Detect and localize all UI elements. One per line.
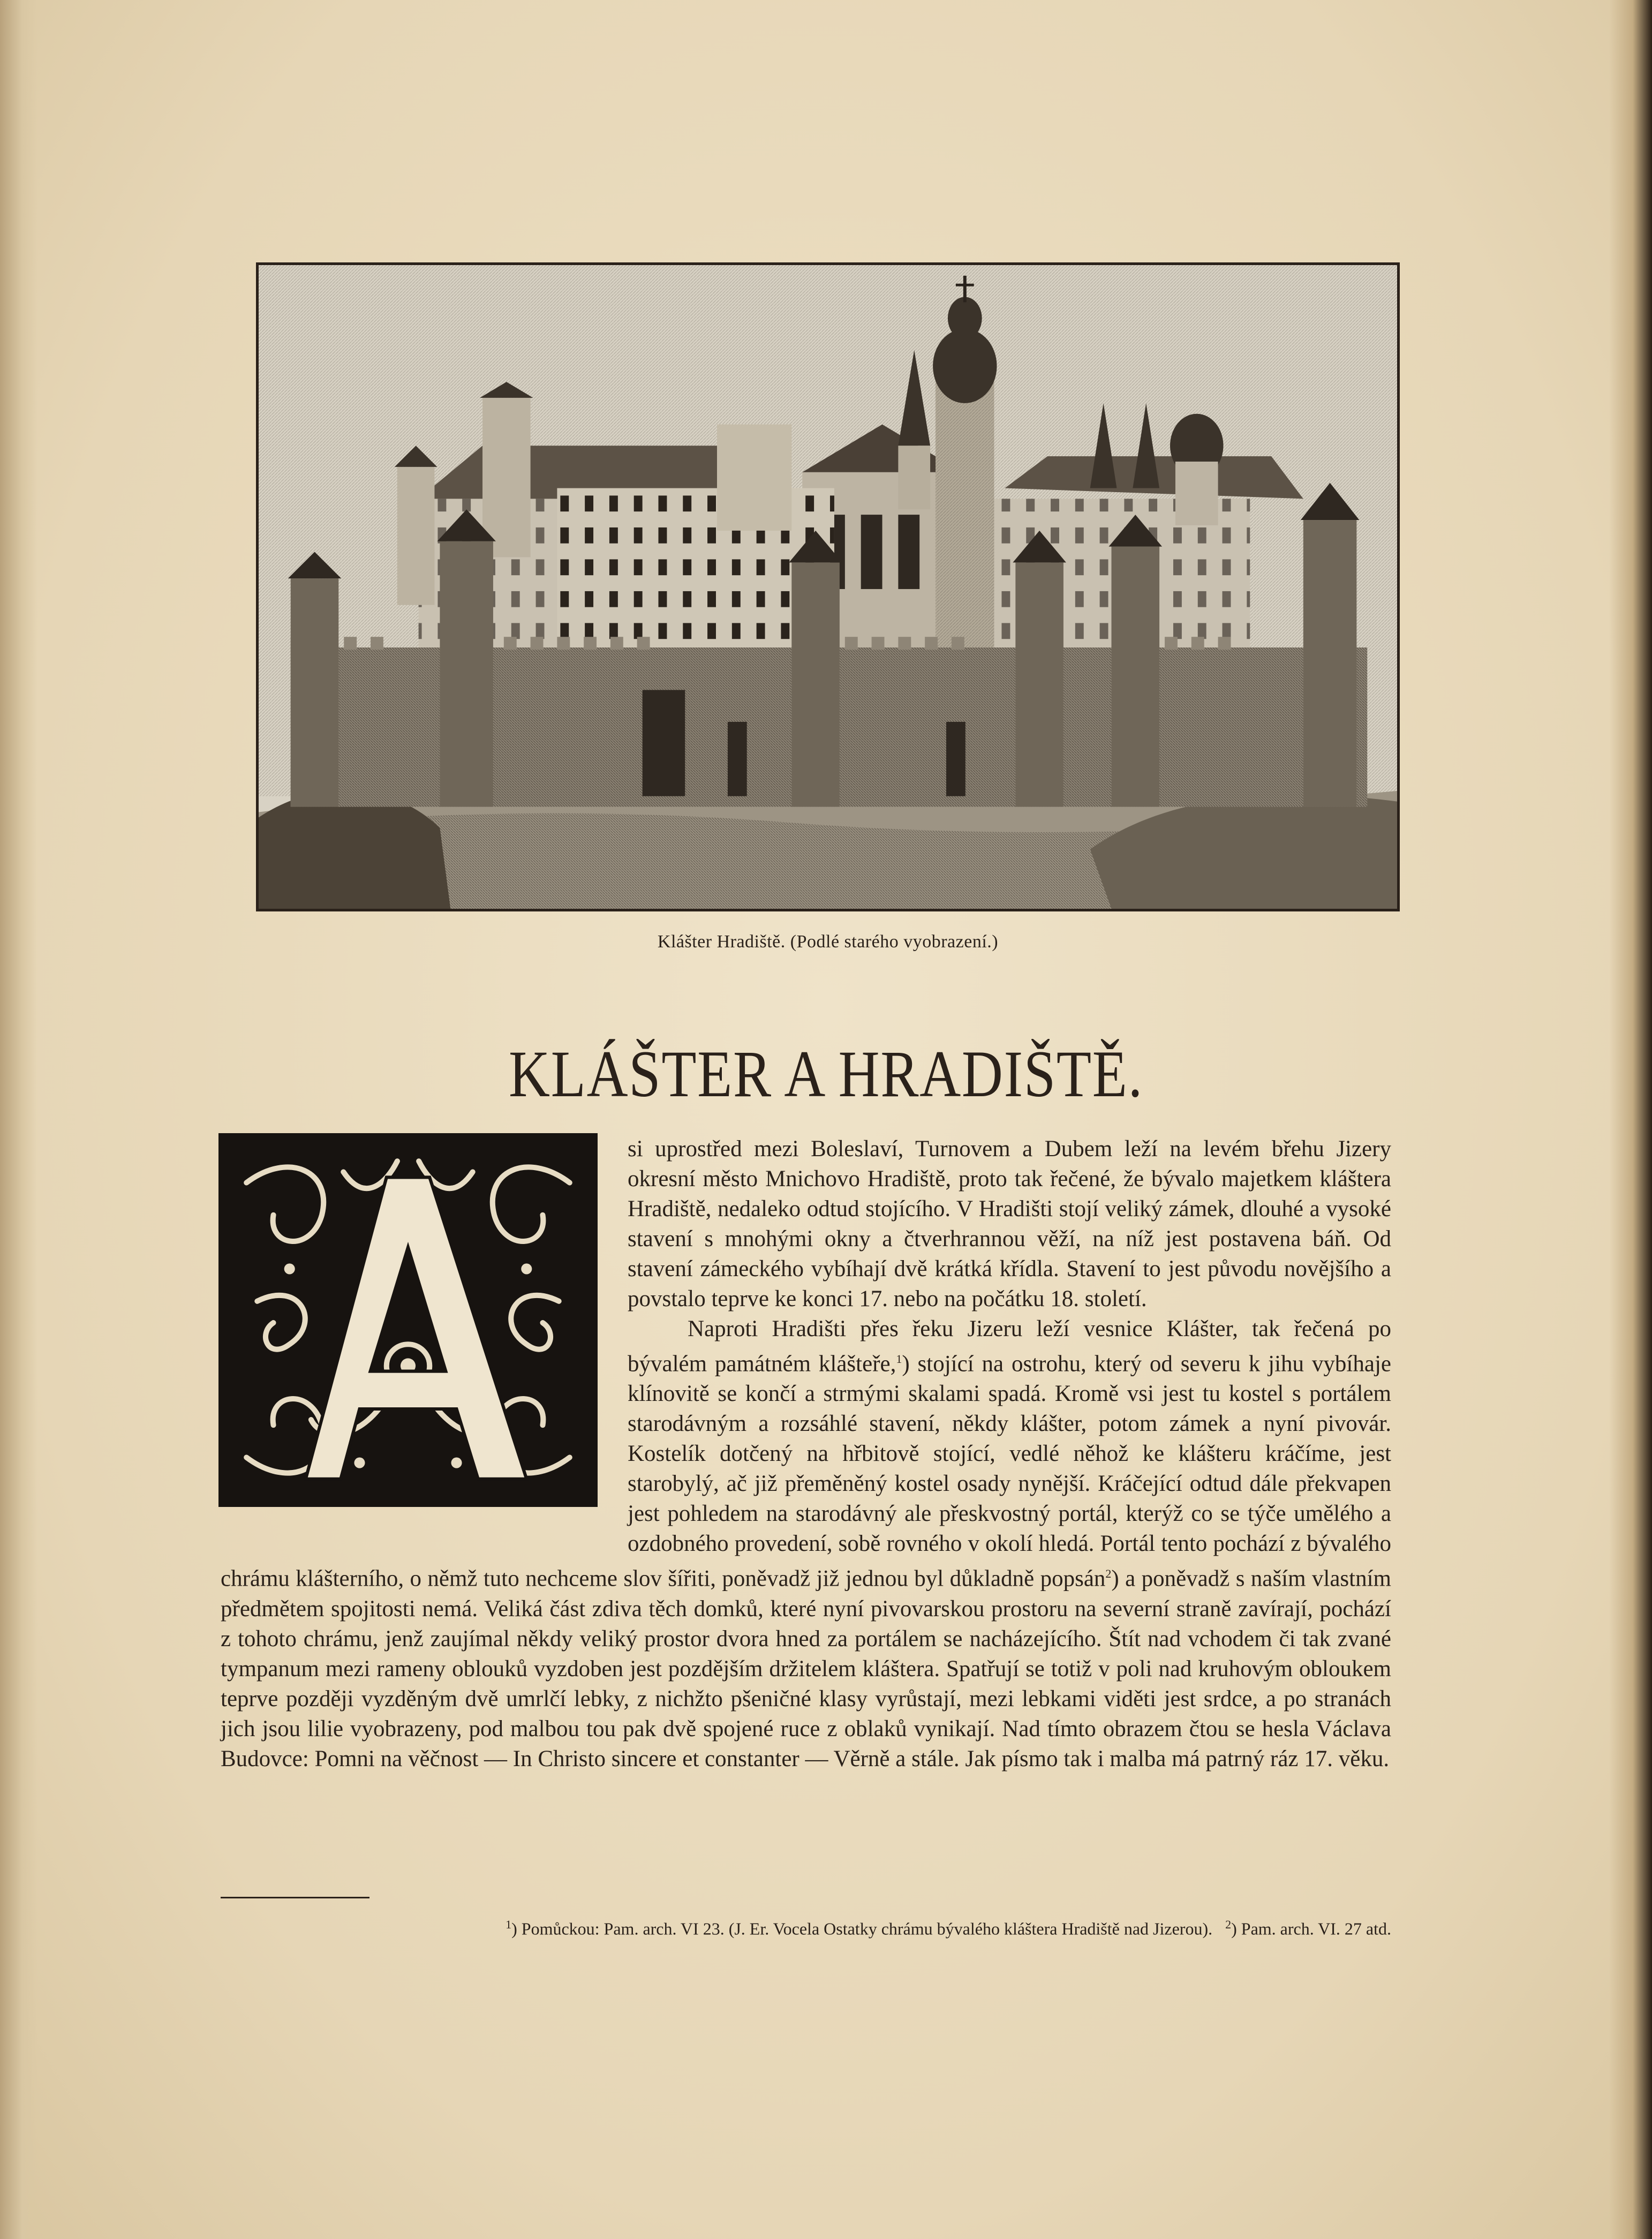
paragraph-1: si uprostřed mezi Boleslaví, Turnovem a Dubem leží na levém břehu Jizery okresní město Mnichovo Hradiště, proto tak řečené, že bývalo majetkem kláštera Hradiště, nedaleko odtud stojícího. V Hradišti stojí veliký zámek, dlouhé a vysoké stavení s mnohými okny a čtverhrannou věží, na níž jest postavena báň. Od stavení zámeckého vybíhají dvě krátká křídla. Stavení to jest původu novějšího a povstalo teprve ke konci 17. nebo na počátku 18. století. <box>628 1136 1391 1311</box>
initial-spacer <box>221 1134 628 1535</box>
footnote-divider <box>221 1897 369 1898</box>
figure-caption: Klášter Hradiště. (Podlé starého vyobrazení.) <box>657 932 999 952</box>
footnote-1-mark: 1 <box>506 1918 512 1931</box>
footnotes <box>221 1913 1391 1941</box>
page-gutter-shadow <box>0 0 37 2239</box>
footnote-2-text: ) Pam. arch. VI. 27 atd. <box>1231 1919 1391 1939</box>
paragraph-2-part-a: Naproti Hradišti přes řeku Jizeru leží vesnice Klášter, tak řečená po bývalém památném klášteře, <box>628 1316 1391 1377</box>
paragraph-2-part-b: ) stojící na ostrohu, který od severu k jihu vybíhaje klínovitě se končí a strmými skalami spadá. Kromě vsi jest tu kostel s portálem starodávným a rozsáhlé stavení, někdy klášter, potom zámek a nyní pivovár. Kostelík dotčený na hřbitově stojící, vedlé něhož ke klášteru kráčíme, jest starobylý, ač již přeměněný kostel osady nynější. Kráčející odtud dále překvapen jest pohledem na starodávný ale přeskvostný portál, kterýž co se týče umělého a ozdobného provedení, sobě rovného v okolí hledá. Portál tento pochází z bývalého chrámu klášterního, o němž tuto nechceme slov šířiti, poněvadž již jednou byl důkladně popsán <box>221 1351 1391 1592</box>
monastery-engraving-drawing <box>259 265 1397 909</box>
article-title: KLÁŠTER A HRADIŠTĚ. <box>508 1037 1144 1111</box>
footnote-ref-2: 2 <box>1105 1567 1112 1581</box>
footnote-ref-1: 1 <box>896 1352 902 1366</box>
monastery-engraving <box>256 262 1400 911</box>
article-body <box>221 1134 1391 1774</box>
page-edge-shadow <box>1609 0 1652 2239</box>
footnote-2-mark: 2 <box>1225 1918 1232 1931</box>
footnote-1-text: ) Pomůckou: Pam. arch. VI 23. (J. Er. Vocela Ostatky chrámu bývalého kláštera Hradiště nad Jizerou). <box>511 1919 1213 1939</box>
paragraph-2-part-c: ) a poněvadž s naším vlastním předmětem spojitosti nemá. Veliká část zdiva těch domků, které nyní pivovarskou prostoru na severní straně zavírají, pochází z tohoto chrámu, jenž zaujímal někdy veliký prostor dvora hned za portálem se nacházejícího. Štít nad vchodem či tak zvané tympanum mezi rameny oblouků vyzdoben jest pozdějším držitelem kláštera. Spatřují se totiž v poli nad kruhovým obloukem teprve později vyzděným dvě umrlčí lebky, z nichžto pšeničné klasy vyrůstají, mezi lebkami viděti jest srdce, a po stranách jich jsou lilie vyobrazeny, pod malbou tou pak dvě spojené ruce z oblaků vynikají. Nad tímto obrazem čtou se hesla Václava Budovce: Pomni na věčnost — In Christo sincere et constanter — Věrně a stále. Jak písmo tak i malba má patrný ráz 17. věku. <box>221 1566 1392 1771</box>
